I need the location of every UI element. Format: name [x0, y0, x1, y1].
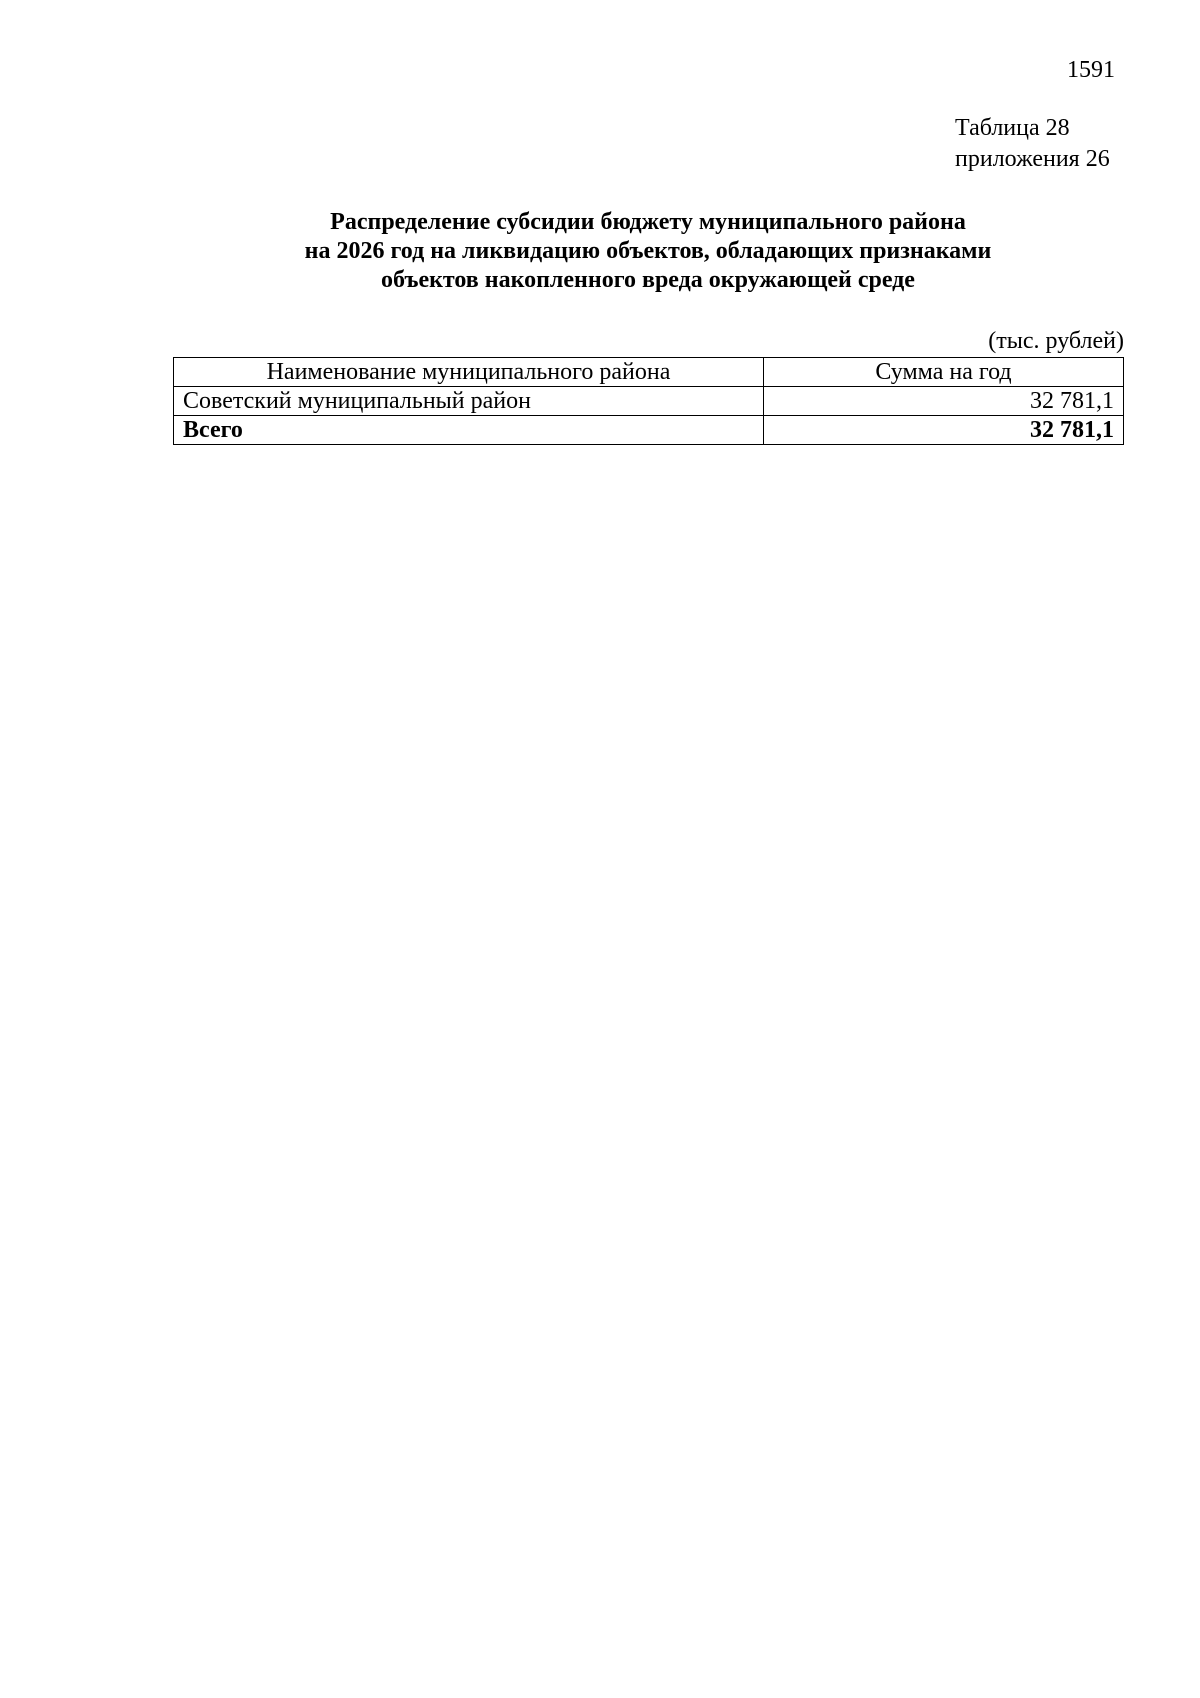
total-amount: 32 781,1 — [764, 416, 1124, 445]
total-label: Всего — [174, 416, 764, 445]
table-header-row — [174, 358, 1124, 387]
table-total-row — [174, 416, 1124, 445]
page-number: 1591 — [1067, 57, 1115, 83]
subsidy-table — [173, 357, 1124, 445]
title-line-3: объектов накопленного вреда окружающей среде — [381, 267, 915, 293]
table-reference-line-1: Таблица 28 — [955, 115, 1070, 141]
table-reference — [955, 113, 1110, 175]
title-line-2: на 2026 год на ликвидацию объектов, обладающих признаками — [304, 238, 992, 264]
title-line-1: Распределение субсидии бюджету муниципального района — [330, 209, 966, 235]
units-label: (тыс. рублей) — [988, 328, 1124, 354]
cell-amount: 32 781,1 — [764, 387, 1124, 416]
header-annual-amount: Сумма на год — [764, 358, 1124, 387]
cell-district-name: Советский муниципальный район — [174, 387, 764, 416]
table-row — [174, 387, 1124, 416]
header-district-name: Наименование муниципального района — [174, 358, 764, 387]
table-reference-line-2: приложения 26 — [955, 146, 1110, 172]
document-title — [172, 208, 1124, 295]
